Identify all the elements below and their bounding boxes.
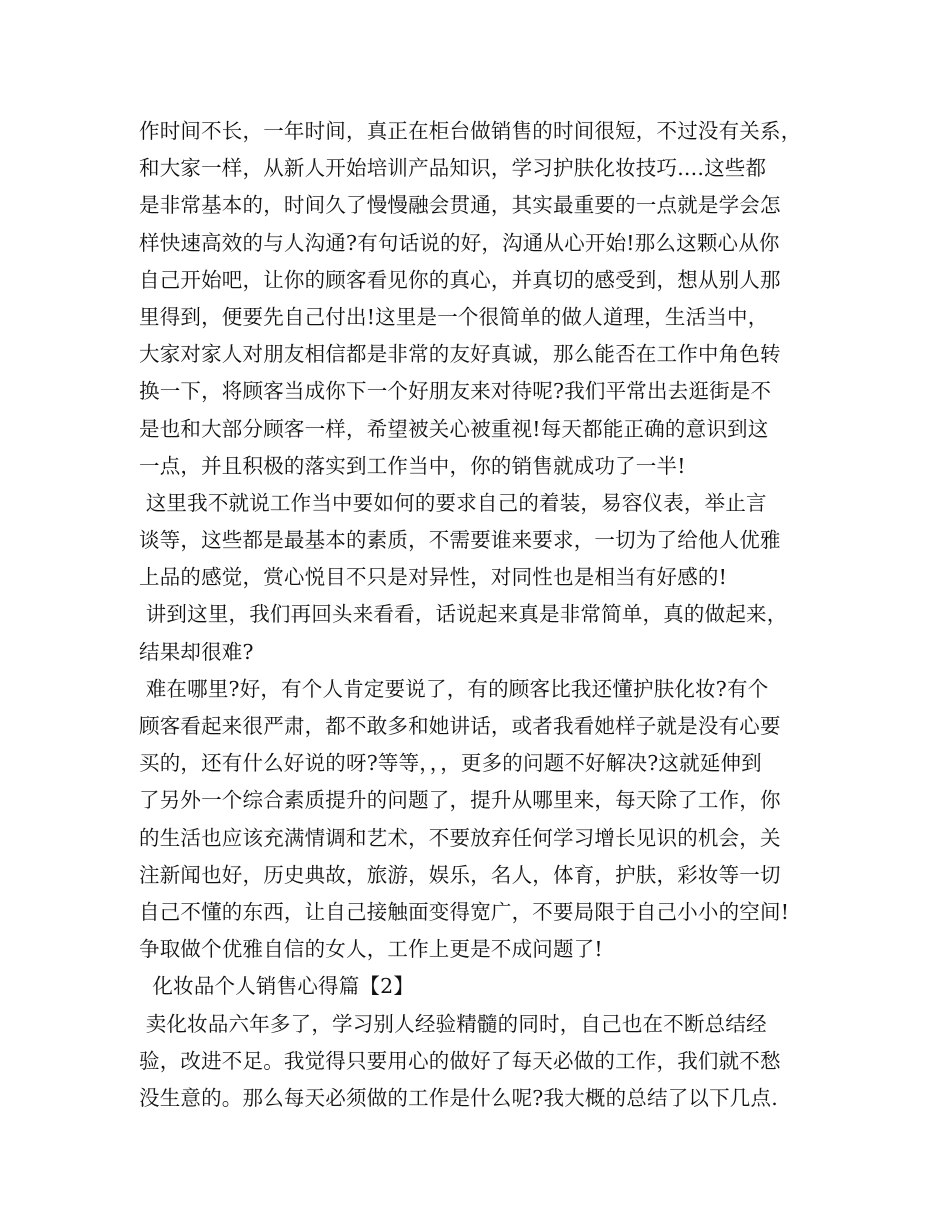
- text-line: 大家对家人对朋友相信都是非常的友好真诚，那么能否在工作中角色转: [139, 342, 781, 367]
- text-line: 是也和大部分顾客一样，希望被关心被重视!每天都能正确的意识到这: [139, 416, 769, 441]
- text-line: 是非常基本的，时间久了慢慢融会贯通，其实最重要的一点就是学会怎: [139, 193, 781, 218]
- text-line: 一点，并且积极的落实到工作当中，你的销售就成功了一半!: [139, 453, 686, 478]
- text-line: 里得到，便要先自己付出!这里是一个很简单的做人道理，生活当中，: [139, 304, 769, 329]
- text-line: 和大家一样，从新人开始培训产品知识，学习护肤化妆技巧....这些都: [139, 156, 767, 181]
- text-line: 买的，还有什么好说的呀?等等，，，更多的问题不好解决?这就延伸到: [139, 751, 762, 776]
- text-line: 卖化妆品六年多了，学习别人经验精髓的同时，自己也在不断总结经: [139, 1011, 767, 1036]
- text-line: 自己开始吧，让你的顾客看见你的真心，并真切的感受到，想从别人那: [139, 267, 781, 292]
- text-line: 的生活也应该充满情调和艺术，不要放弃任何学习增长见识的机会，关: [139, 825, 781, 850]
- text-line: 争取做个优雅自信的女人，工作上更是不成问题了!: [139, 937, 603, 962]
- text-line: 了另外一个综合素质提升的问题了，提升从哪里来，每天除了工作，你: [139, 788, 781, 813]
- text-line: 这里我不就说工作当中要如何的要求自己的着装，易容仪表，举止言: [139, 490, 767, 515]
- text-line: 验，改进不足。我觉得只要用心的做好了每天必做的工作，我们就不愁: [139, 1048, 781, 1073]
- text-line: 注新闻也好，历史典故，旅游，娱乐，名人，体育，护肤，彩妆等一切: [139, 862, 781, 887]
- text-line: 顾客看起来很严肃，都不敢多和她讲话，或者我看她样子就是没有心要: [139, 714, 781, 738]
- text-line: 谈等，这些都是最基本的素质，不需要谁来要求，一切为了给他人优雅: [139, 528, 781, 553]
- text-line: 讲到这里，我们再回头来看看，话说起来真是非常简单，真的做起来，: [139, 602, 788, 627]
- document-body: [139, 113, 829, 1117]
- text-line: 作时间不长，一年时间，真正在柜台做销售的时间很短，不过没有关系，: [139, 119, 802, 143]
- section-heading: 化妆品个人销售心得篇【2】: [139, 974, 415, 999]
- text-line: 结果却很难?: [139, 639, 254, 664]
- text-line: 难在哪里?好，有个人肯定要说了，有的顾客比我还懂护肤化妆?有个: [139, 676, 769, 701]
- text-line: 样快速高效的与人沟通?有句话说的好，沟通从心开始!那么这颗心从你: [139, 230, 780, 255]
- text-line: 自己不懂的东西，让自己接触面变得宽广，不要局限于自己小小的空间!: [139, 899, 790, 924]
- text-line: 上品的感觉，赏心悦目不只是对异性，对同性也是相当有好感的!: [139, 565, 728, 590]
- text-line: 换一下，将顾客当成你下一个好朋友来对待呢?我们平常出去逛街是不: [139, 379, 772, 404]
- text-line: 没生意的。那么每天必须做的工作是什么呢?我大概的总结了以下几点.: [139, 1085, 778, 1110]
